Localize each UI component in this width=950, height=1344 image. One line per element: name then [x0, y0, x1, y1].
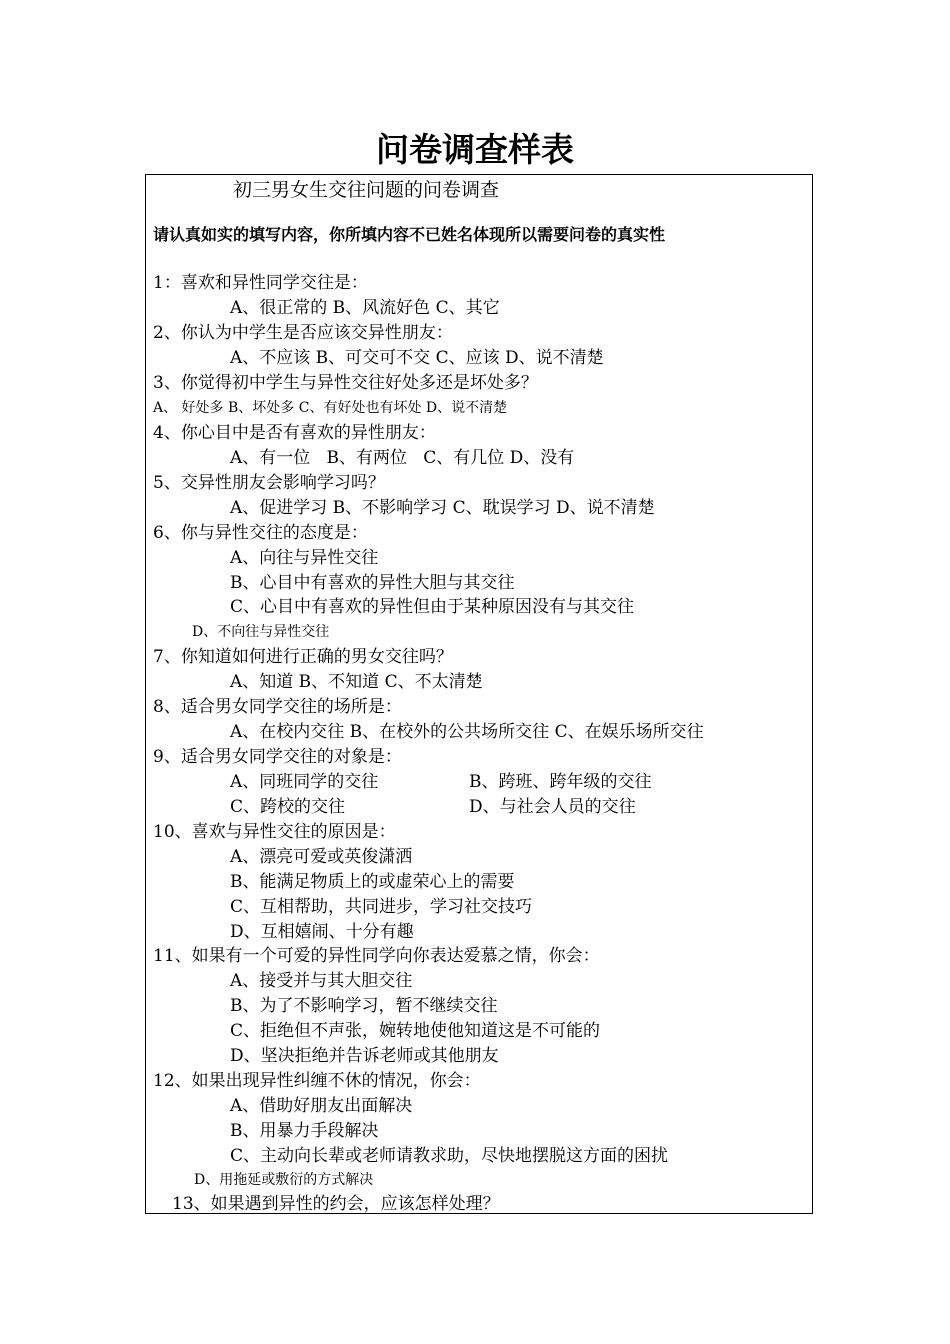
question-3-options: A、 好处多 B、坏处多 C、有好处也有坏处 D、说不清楚: [153, 400, 508, 416]
question-10-option-d: D、互相嬉闹、十分有趣: [230, 922, 414, 942]
question-12-option-b: B、用暴力手段解决: [230, 1121, 379, 1141]
question-9: 9、适合男女同学交往的对象是：: [153, 747, 402, 767]
question-11-option-d: D、坚决拒绝并告诉老师或其他朋友: [230, 1046, 499, 1066]
question-2-options: A、不应该 B、可交可不交 C、应该 D、说不清楚: [230, 348, 604, 368]
question-13: 13、如果遇到异性的约会，应该怎样处理？: [172, 1194, 500, 1214]
question-10: 10、喜欢与异性交往的原因是：: [153, 822, 396, 842]
question-8: 8、适合男女同学交往的场所是：: [153, 697, 402, 717]
question-5: 5、交异性朋友会影响学习吗？: [153, 473, 385, 493]
question-1-options: A、很正常的 B、风流好色 C、其它: [230, 298, 500, 318]
question-4-options: A、有一位 B、有两位 C、有几位 D、没有: [230, 448, 575, 468]
survey-instruction: 请认真如实的填写内容，你所填内容不已姓名体现所以需要问卷的真实性: [153, 225, 666, 244]
question-4: 4、你心目中是否有喜欢的异性朋友：: [153, 423, 436, 443]
question-10-option-c: C、互相帮助，共同进步，学习社交技巧: [230, 897, 533, 917]
question-12: 12、如果出现异性纠缠不休的情况，你会：: [153, 1071, 481, 1091]
question-7-options: A、知道 B、不知道 C、不太清楚: [230, 672, 483, 692]
question-9-option-c: C、跨校的交往: [230, 797, 346, 817]
question-11-option-b: B、为了不影响学习，暂不继续交往: [230, 996, 498, 1016]
question-12-option-c: C、主动向长辈或老师请教求助，尽快地摆脱这方面的困扰: [230, 1146, 669, 1166]
question-6-option-d: D、不向往与异性交往: [192, 624, 330, 640]
question-9-option-a: A、同班同学的交往: [230, 772, 379, 792]
question-12-option-a: A、借助好朋友出面解决: [230, 1096, 413, 1116]
question-7: 7、你知道如何进行正确的男女交往吗？: [153, 647, 453, 667]
question-1: 1：喜欢和异性同学交往是：: [153, 273, 368, 293]
question-10-option-b: B、能满足物质上的或虚荣心上的需要: [230, 872, 515, 892]
survey-box: [145, 174, 813, 1214]
question-3: 3、你觉得初中学生与异性交往好处多还是坏处多？: [153, 373, 538, 393]
document-title: 问卷调查样表: [376, 130, 574, 169]
survey-title: 初三男女生交往问题的问卷调查: [233, 179, 500, 201]
question-11-option-a: A、接受并与其大胆交往: [230, 971, 413, 991]
question-11: 11、如果有一个可爱的异性同学向你表达爱慕之情，你会：: [153, 946, 600, 966]
question-5-options: A、促进学习 B、不影响学习 C、耽误学习 D、说不清楚: [230, 498, 655, 518]
question-8-options: A、在校内交往 B、在校外的公共场所交往 C、在娱乐场所交往: [230, 722, 704, 742]
question-9-option-d: D、与社会人员的交往: [469, 797, 636, 817]
question-6-option-b: B、心目中有喜欢的异性大胆与其交往: [230, 573, 515, 593]
question-12-option-d: D、用拖延或敷衍的方式解决: [194, 1172, 374, 1188]
question-2: 2、你认为中学生是否应该交异性朋友：: [153, 323, 453, 343]
question-6-option-a: A、向往与异性交往: [230, 548, 379, 568]
question-6-option-c: C、心目中有喜欢的异性但由于某种原因没有与其交往: [230, 597, 635, 617]
question-9-option-b: B、跨班、跨年级的交往: [469, 772, 652, 792]
question-6: 6、你与异性交往的态度是：: [153, 523, 368, 543]
question-11-option-c: C、拒绝但不声张，婉转地使他知道这是不可能的: [230, 1021, 601, 1041]
question-10-option-a: A、漂亮可爱或英俊潇洒: [230, 847, 413, 867]
